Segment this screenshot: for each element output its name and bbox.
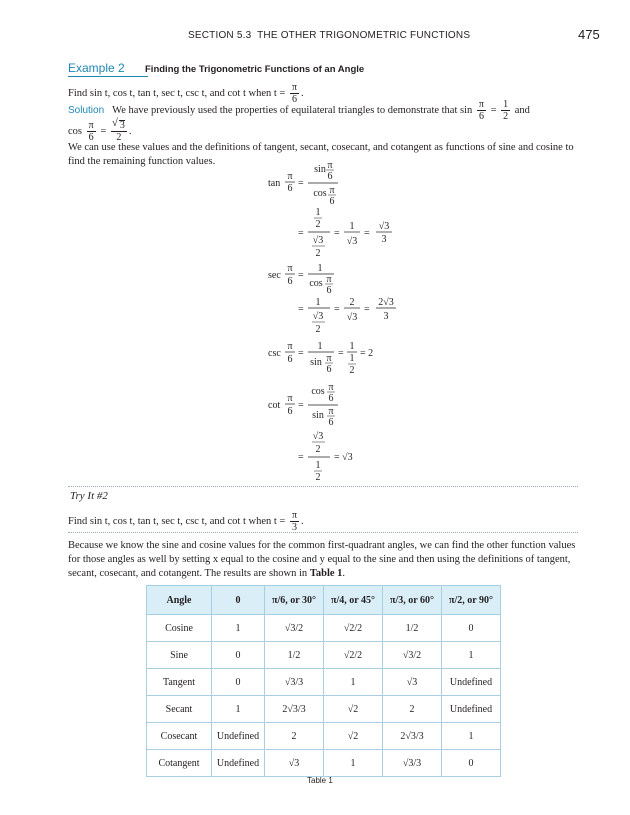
svg-text:1: 1 [349,221,355,232]
section-title: THE OTHER TRIGONOMETRIC FUNCTIONS [257,30,471,41]
svg-text:π: π [287,171,293,182]
svg-text:π: π [287,263,293,274]
svg-text:2: 2 [349,365,355,376]
svg-text:1: 1 [317,341,323,352]
table-cell: √2 [324,696,383,723]
table-cell: 1/2 [265,642,324,669]
table-cell: 0 [212,669,265,696]
svg-text:=: = [298,348,304,359]
svg-text:6: 6 [326,364,332,375]
table-cell: 0 [442,750,501,777]
svg-text:6: 6 [287,354,293,365]
table-cell: 1 [212,615,265,642]
svg-text:π: π [329,185,335,196]
table-header-cell: π/3, or 60° [383,586,442,615]
svg-text:=: = [334,304,340,315]
table-cell: 1 [324,750,383,777]
svg-text:cos: cos [309,278,323,289]
svg-text:√3: √3 [312,311,324,322]
table-reference: Table 1 [309,568,343,579]
row-label: Cosecant [147,723,212,750]
table-cell: √3/2 [265,615,324,642]
row-label: Cotangent [147,750,212,777]
svg-text:=: = [298,228,304,239]
svg-text:sin: sin [312,410,324,421]
table-cell: √3/2 [383,642,442,669]
svg-text:6: 6 [328,393,334,404]
table-cell: √3 [265,750,324,777]
table-cell: 1 [442,723,501,750]
table-cell: 2√3/3 [383,723,442,750]
svg-text:1: 1 [349,353,355,364]
closing-paragraph: Because we know the sine and cosine values for the common first-quadrant angles, we can find the other function values for those angles as well by setting x equal to the cosine and y equal to the sine and then using the definitions of tangent, secant, cosecant, and cotangent. The results are shown in Table 1. [68,540,576,579]
table-cell: √3/3 [383,750,442,777]
row-label: Tangent [147,669,212,696]
svg-text:1: 1 [315,460,321,471]
example-label: Example 2 [68,61,125,75]
svg-text:csc: csc [268,348,281,359]
table-header-cell: 0 [212,586,265,615]
svg-text:=: = [338,348,344,359]
svg-text:1: 1 [317,263,323,274]
row-label: Sine [147,642,212,669]
svg-text:cot: cot [268,400,281,411]
table-caption: Table 1 [307,776,333,785]
example-prompt: Find sin t, cos t, tan t, sec t, csc t, and cot t when t = $\frac{\pi}{6}$ . [68,82,304,105]
svg-text:1: 1 [349,341,355,352]
svg-text:=: = [364,304,370,315]
table-cell: √2/2 [324,642,383,669]
table-row [147,669,501,696]
svg-text:√3: √3 [312,431,324,442]
table-row [147,615,501,642]
svg-text:6: 6 [287,183,293,194]
svg-text:cos: cos [311,386,325,397]
svg-text:= √3: = √3 [334,452,353,463]
svg-text:2: 2 [315,248,321,259]
svg-text:√3: √3 [312,235,324,246]
cos-value: cos $\frac{\pi}{6}$ = √ $\frac{3}{2}$ . [68,120,580,143]
table-header-cell: π/2, or 90° [442,586,501,615]
svg-text:=: = [298,452,304,463]
svg-text:π: π [327,160,333,171]
svg-text:2: 2 [349,297,355,308]
svg-text:√3: √3 [346,236,358,247]
table-cell: 0 [212,642,265,669]
svg-text:6: 6 [287,406,293,417]
svg-text:6: 6 [328,417,334,428]
running-header [188,30,470,41]
svg-text:6: 6 [287,276,293,287]
table-row [147,696,501,723]
svg-text:=: = [298,400,304,411]
svg-text:6: 6 [329,196,335,207]
solution-label: Solution [68,104,105,116]
section-number: SECTION 5.3 [188,30,252,41]
table-row [147,642,501,669]
svg-text:=: = [334,228,340,239]
svg-text:2√3: 2√3 [378,297,394,308]
svg-text:=: = [298,304,304,315]
table-cell: 2 [383,696,442,723]
trig-values-table [146,585,501,777]
example-rule [68,76,148,77]
svg-text:3: 3 [383,311,389,322]
svg-text:2: 2 [315,472,321,483]
table-cell: √3 [383,669,442,696]
svg-text:√3: √3 [346,312,358,323]
svg-text:2: 2 [315,324,321,335]
table-cell: 1 [442,642,501,669]
row-label: Cosine [147,615,212,642]
svg-text:=: = [298,270,304,281]
table-cell: 1 [324,669,383,696]
table-cell: √3/3 [265,669,324,696]
try-it-rule-bottom [68,532,578,533]
svg-text:= 2: = 2 [360,348,374,359]
table-cell: Undefined [212,750,265,777]
svg-text:2: 2 [315,219,321,230]
derivation-equations [250,160,450,485]
table-cell: Undefined [442,669,501,696]
svg-text:π: π [328,406,334,417]
svg-text:π: π [328,382,334,393]
svg-text:π: π [287,393,293,404]
table-row [147,723,501,750]
table-cell: Undefined [442,696,501,723]
solution-paragraph: Solution We have previously used the properties of equilateral triangles to demonstrate that sin $\frac{\pi}{6}$ = $\frac{1}{2}$ and [68,99,530,122]
svg-text:2: 2 [315,444,321,455]
svg-text:=: = [298,178,304,189]
table-cell: Undefined [212,723,265,750]
try-it-label: Try It #2 [70,490,108,502]
svg-text:sin: sin [310,357,322,368]
table-cell: 1/2 [383,615,442,642]
table-row [147,750,501,777]
try-it-rule-top [68,486,578,487]
table-cell: 2 [265,723,324,750]
svg-text:1: 1 [315,297,321,308]
svg-text:π: π [326,353,332,364]
table-cell: √2/2 [324,615,383,642]
table-cell: √2 [324,723,383,750]
svg-text:cos: cos [313,188,327,199]
table-cell: 2√3/3 [265,696,324,723]
svg-text:=: = [364,228,370,239]
eq-tan-label: tan [268,178,281,189]
svg-text:6: 6 [327,171,333,182]
table-header-cell: π/6, or 30° [265,586,324,615]
svg-text:π: π [326,274,332,285]
table-cell: 0 [442,615,501,642]
svg-text:π: π [287,341,293,352]
table-cell: 1 [212,696,265,723]
svg-text:sec: sec [268,270,281,281]
page-number: 475 [578,27,600,42]
row-label: Secant [147,696,212,723]
intro-paragraph: We can use these values and the definitions of tangent, secant, cosecant, and cotangent as functions of sine and cosine to find the remaining function values. [68,142,574,167]
svg-text:6: 6 [326,285,332,296]
example-title: Finding the Trigonometric Functions of an Angle [145,64,365,75]
svg-text:1: 1 [315,207,321,218]
svg-text:√3: √3 [378,221,390,232]
table-header-cell: Angle [147,586,212,615]
try-it-prompt: Find sin t, cos t, tan t, sec t, csc t, and cot t when t = $\frac{\pi}{3}$ . [68,510,304,533]
table-header-row [147,586,501,615]
table-header-cell: π/4, or 45° [324,586,383,615]
svg-text:sin: sin [314,164,326,175]
svg-text:3: 3 [381,234,387,245]
